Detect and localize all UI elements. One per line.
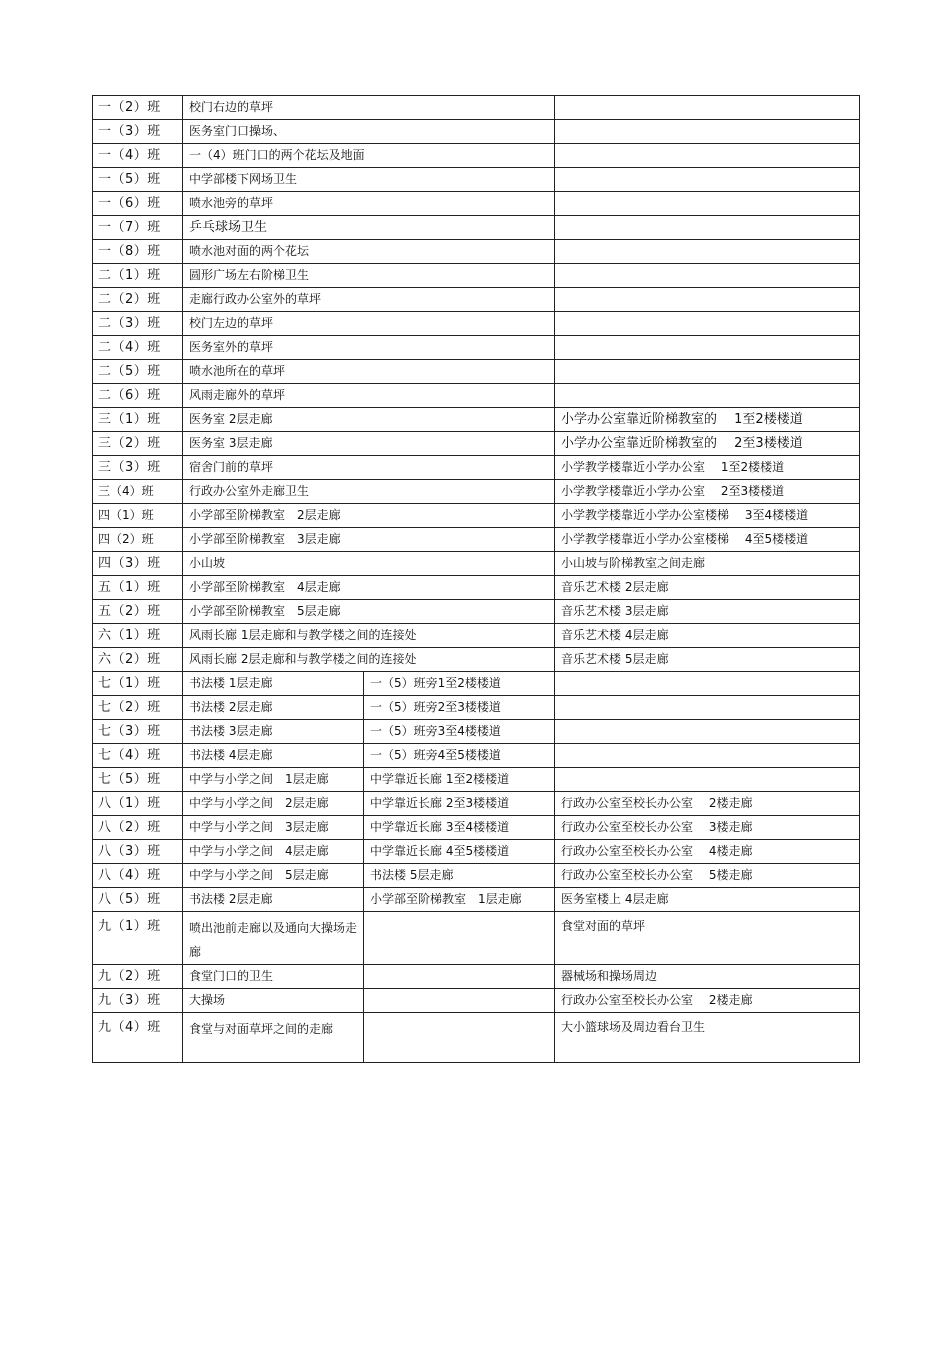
third-area-cell: 行政办公室至校长办公室 2楼走廊 (555, 989, 860, 1013)
extra-area-cell (555, 168, 860, 192)
class-cell: 九（3）班 (93, 989, 183, 1013)
table-row (93, 864, 860, 888)
second-area-cell (364, 965, 555, 989)
table-row (93, 456, 860, 480)
area-cell: 喷水池旁的草坪 (183, 192, 555, 216)
class-cell: 八（2）班 (93, 816, 183, 840)
area-cell: 中学与小学之间 2层走廊 (183, 792, 364, 816)
table-row (93, 144, 860, 168)
second-area-cell: 中学靠近长廊 2至3楼楼道 (364, 792, 555, 816)
table-row (93, 672, 860, 696)
table-row (93, 360, 860, 384)
second-area-cell (364, 1013, 555, 1063)
table-row (93, 696, 860, 720)
extra-area-cell (555, 144, 860, 168)
class-cell: 二（6）班 (93, 384, 183, 408)
area-cell: 小学部至阶梯教室 4层走廊 (183, 576, 555, 600)
class-cell: 七（1）班 (93, 672, 183, 696)
area-cell: 书法楼 3层走廊 (183, 720, 364, 744)
second-area-cell: 中学靠近长廊 1至2楼楼道 (364, 768, 555, 792)
extra-area-cell: 小学教学楼靠近小学办公室楼梯 4至5楼楼道 (555, 528, 860, 552)
second-area-cell: 小学部至阶梯教室 1层走廊 (364, 888, 555, 912)
second-area-cell: 一（5）班旁4至5楼楼道 (364, 744, 555, 768)
table-row (93, 432, 860, 456)
extra-area-cell: 小学办公室靠近阶梯教室的 1至2楼楼道 (555, 408, 860, 432)
extra-area-cell: 小学办公室靠近阶梯教室的 2至3楼楼道 (555, 432, 860, 456)
third-area-cell: 行政办公室至校长办公室 4楼走廊 (555, 840, 860, 864)
class-cell: 三（4）班 (93, 480, 183, 504)
second-area-cell: 一（5）班旁1至2楼楼道 (364, 672, 555, 696)
area-cell: 大操场 (183, 989, 364, 1013)
table-row (93, 1013, 860, 1063)
table-row (93, 168, 860, 192)
second-area-cell: 一（5）班旁3至4楼楼道 (364, 720, 555, 744)
third-area-cell (555, 744, 860, 768)
third-area-cell (555, 720, 860, 744)
third-area-cell: 器械场和操场周边 (555, 965, 860, 989)
table-row (93, 264, 860, 288)
table-row (93, 480, 860, 504)
class-cell: 八（1）班 (93, 792, 183, 816)
table-row (93, 504, 860, 528)
area-cell: 食堂门口的卫生 (183, 965, 364, 989)
class-cell: 一（2）班 (93, 96, 183, 120)
table-row (93, 792, 860, 816)
table-row (93, 120, 860, 144)
second-area-cell (364, 989, 555, 1013)
extra-area-cell: 小学教学楼靠近小学办公室 2至3楼楼道 (555, 480, 860, 504)
extra-area-cell (555, 288, 860, 312)
third-area-cell: 大小篮球场及周边看台卫生 (555, 1013, 860, 1063)
extra-area-cell: 小山坡与阶梯教室之间走廊 (555, 552, 860, 576)
area-cell: 书法楼 2层走廊 (183, 696, 364, 720)
extra-area-cell (555, 384, 860, 408)
area-cell: 校门左边的草坪 (183, 312, 555, 336)
second-area-cell: 中学靠近长廊 4至5楼楼道 (364, 840, 555, 864)
third-area-cell: 行政办公室至校长办公室 3楼走廊 (555, 816, 860, 840)
class-cell: 一（3）班 (93, 120, 183, 144)
class-cell: 二（5）班 (93, 360, 183, 384)
table-row (93, 288, 860, 312)
table-row (93, 528, 860, 552)
area-cell: 喷水池所在的草坪 (183, 360, 555, 384)
table-row (93, 888, 860, 912)
class-cell: 四（3）班 (93, 552, 183, 576)
second-area-cell: 书法楼 5层走廊 (364, 864, 555, 888)
area-cell: 行政办公室外走廊卫生 (183, 480, 555, 504)
class-cell: 九（1）班 (93, 912, 183, 965)
class-cell: 一（6）班 (93, 192, 183, 216)
table-row (93, 96, 860, 120)
table-row (93, 768, 860, 792)
area-cell: 书法楼 2层走廊 (183, 888, 364, 912)
third-area-cell: 食堂对面的草坪 (555, 912, 860, 965)
extra-area-cell (555, 360, 860, 384)
second-area-cell: 一（5）班旁2至3楼楼道 (364, 696, 555, 720)
extra-area-cell: 小学教学楼靠近小学办公室楼梯 3至4楼楼道 (555, 504, 860, 528)
class-cell: 四（2）班 (93, 528, 183, 552)
class-cell: 五（1）班 (93, 576, 183, 600)
table-row (93, 552, 860, 576)
table-row (93, 965, 860, 989)
extra-area-cell (555, 336, 860, 360)
cleaning-duty-table (92, 95, 860, 1063)
area-cell: 医务室门口操场、 (183, 120, 555, 144)
table-row (93, 720, 860, 744)
area-cell: 小山坡 (183, 552, 555, 576)
class-cell: 二（1）班 (93, 264, 183, 288)
area-cell: 书法楼 1层走廊 (183, 672, 364, 696)
class-cell: 七（5）班 (93, 768, 183, 792)
table-row (93, 989, 860, 1013)
table-row (93, 312, 860, 336)
extra-area-cell: 音乐艺术楼 2层走廊 (555, 576, 860, 600)
area-cell: 校门右边的草坪 (183, 96, 555, 120)
class-cell: 五（2）班 (93, 600, 183, 624)
extra-area-cell (555, 120, 860, 144)
duty-table-body (93, 96, 860, 1063)
area-cell: 医务室外的草坪 (183, 336, 555, 360)
area-cell: 喷水池对面的两个花坛 (183, 240, 555, 264)
extra-area-cell (555, 264, 860, 288)
area-cell: 中学与小学之间 4层走廊 (183, 840, 364, 864)
class-cell: 一（4）班 (93, 144, 183, 168)
area-cell: 乒乓球场卫生 (183, 216, 555, 240)
extra-area-cell (555, 216, 860, 240)
class-cell: 二（3）班 (93, 312, 183, 336)
table-row (93, 600, 860, 624)
area-cell: 小学部至阶梯教室 2层走廊 (183, 504, 555, 528)
table-row (93, 816, 860, 840)
table-row (93, 240, 860, 264)
class-cell: 九（2）班 (93, 965, 183, 989)
extra-area-cell (555, 96, 860, 120)
area-cell: 风雨长廊 1层走廊和与教学楼之间的连接处 (183, 624, 555, 648)
area-cell: 圆形广场左右阶梯卫生 (183, 264, 555, 288)
area-cell: 小学部至阶梯教室 5层走廊 (183, 600, 555, 624)
area-cell: 风雨走廊外的草坪 (183, 384, 555, 408)
table-row (93, 336, 860, 360)
class-cell: 七（3）班 (93, 720, 183, 744)
table-row (93, 648, 860, 672)
class-cell: 八（3）班 (93, 840, 183, 864)
extra-area-cell (555, 312, 860, 336)
extra-area-cell (555, 192, 860, 216)
third-area-cell (555, 672, 860, 696)
extra-area-cell: 音乐艺术楼 3层走廊 (555, 600, 860, 624)
area-cell: 一（4）班门口的两个花坛及地面 (183, 144, 555, 168)
area-cell: 书法楼 4层走廊 (183, 744, 364, 768)
area-cell: 风雨长廊 2层走廊和与教学楼之间的连接处 (183, 648, 555, 672)
class-cell: 八（5）班 (93, 888, 183, 912)
class-cell: 八（4）班 (93, 864, 183, 888)
third-area-cell: 医务室楼上 4层走廊 (555, 888, 860, 912)
third-area-cell: 行政办公室至校长办公室 2楼走廊 (555, 792, 860, 816)
class-cell: 九（4）班 (93, 1013, 183, 1063)
table-row (93, 624, 860, 648)
area-cell: 中学与小学之间 1层走廊 (183, 768, 364, 792)
extra-area-cell (555, 240, 860, 264)
extra-area-cell: 音乐艺术楼 5层走廊 (555, 648, 860, 672)
table-row (93, 384, 860, 408)
third-area-cell (555, 696, 860, 720)
class-cell: 三（2）班 (93, 432, 183, 456)
table-row (93, 576, 860, 600)
table-row (93, 408, 860, 432)
table-row (93, 192, 860, 216)
extra-area-cell: 小学教学楼靠近小学办公室 1至2楼楼道 (555, 456, 860, 480)
class-cell: 一（7）班 (93, 216, 183, 240)
area-cell: 中学与小学之间 5层走廊 (183, 864, 364, 888)
class-cell: 四（1）班 (93, 504, 183, 528)
class-cell: 六（1）班 (93, 624, 183, 648)
table-row (93, 840, 860, 864)
class-cell: 二（2）班 (93, 288, 183, 312)
area-cell: 小学部至阶梯教室 3层走廊 (183, 528, 555, 552)
second-area-cell (364, 912, 555, 965)
class-cell: 一（8）班 (93, 240, 183, 264)
class-cell: 三（3）班 (93, 456, 183, 480)
area-cell: 走廊行政办公室外的草坪 (183, 288, 555, 312)
class-cell: 三（1）班 (93, 408, 183, 432)
area-cell: 喷出池前走廊以及通向大操场走廊 (183, 912, 364, 965)
second-area-cell: 中学靠近长廊 3至4楼楼道 (364, 816, 555, 840)
table-row (93, 912, 860, 965)
class-cell: 一（5）班 (93, 168, 183, 192)
area-cell: 中学与小学之间 3层走廊 (183, 816, 364, 840)
class-cell: 七（4）班 (93, 744, 183, 768)
table-row (93, 744, 860, 768)
extra-area-cell: 音乐艺术楼 4层走廊 (555, 624, 860, 648)
table-row (93, 216, 860, 240)
area-cell: 食堂与对面草坪之间的走廊 (183, 1013, 364, 1063)
class-cell: 七（2）班 (93, 696, 183, 720)
area-cell: 医务室 2层走廊 (183, 408, 555, 432)
class-cell: 二（4）班 (93, 336, 183, 360)
area-cell: 中学部楼下网场卫生 (183, 168, 555, 192)
area-cell: 宿舍门前的草坪 (183, 456, 555, 480)
third-area-cell: 行政办公室至校长办公室 5楼走廊 (555, 864, 860, 888)
area-cell: 医务室 3层走廊 (183, 432, 555, 456)
class-cell: 六（2）班 (93, 648, 183, 672)
third-area-cell (555, 768, 860, 792)
